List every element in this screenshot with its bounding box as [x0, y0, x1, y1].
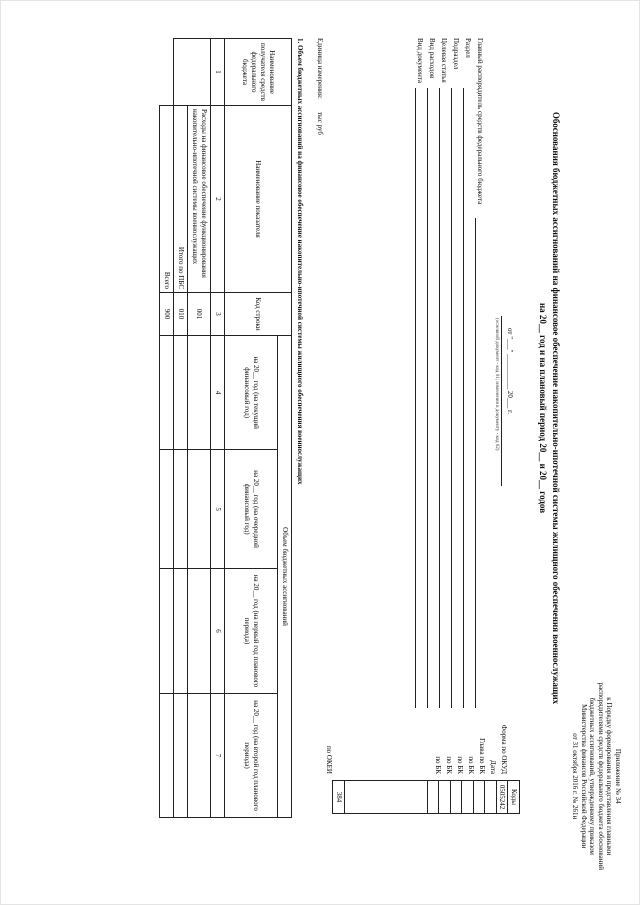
- date-code-cell[interactable]: [485, 781, 497, 814]
- column-number: 4: [211, 336, 225, 450]
- bk-code-label: по БК: [456, 756, 464, 774]
- appendix-block: [570, 683, 622, 870]
- rotated-form-page: [2, 28, 622, 878]
- field-section-input[interactable]: [463, 88, 464, 708]
- value-cell[interactable]: [160, 694, 174, 818]
- column-number: 7: [211, 694, 225, 818]
- unit-value: тыс руб: [316, 112, 324, 135]
- value-cell[interactable]: [188, 336, 211, 450]
- codes-header: Коды: [508, 781, 520, 814]
- form-period: на 20__ год и на плановый период 20__ и 20__ годов: [538, 302, 548, 514]
- codes-table: [333, 780, 521, 814]
- allocations-table: [159, 38, 292, 818]
- field-doc-input[interactable]: [415, 88, 416, 708]
- field-expense-input[interactable]: [427, 88, 428, 708]
- recipient-cell[interactable]: [174, 39, 211, 106]
- appendix-line: Министерства финансов Российской Федерации: [579, 704, 588, 849]
- row-indicator: Расходы на финансовое обеспечение функционирования накопительно-ипотечной системы военнослужащих: [188, 106, 211, 293]
- column-number: 2: [211, 106, 225, 293]
- field-target-input[interactable]: [439, 88, 440, 708]
- value-cell[interactable]: [188, 694, 211, 818]
- appendix-line: распорядителями средств федерального бюджета обоснований: [596, 682, 605, 870]
- grand-total-code: 900: [160, 293, 174, 336]
- empty-cell: [160, 39, 174, 106]
- doc-type-field[interactable]: [501, 316, 502, 486]
- bk-code-cell[interactable]: [439, 781, 451, 814]
- field-label-doc: Вид документа: [416, 38, 424, 84]
- bk-code-cell[interactable]: [451, 781, 463, 814]
- okud-code: 0505242: [497, 781, 509, 814]
- value-cell[interactable]: [160, 450, 174, 568]
- value-cell[interactable]: [174, 694, 188, 818]
- total-pbs-code: 010: [174, 293, 188, 336]
- doc-type-note: (основной документ - код 01; изменения к документу - код 02): [494, 318, 499, 451]
- appendix-line: Приложение № 34: [614, 748, 622, 804]
- header-year-plan2: на 20__ год (на второй год планового периода): [225, 694, 278, 818]
- field-label-target: Целевая статья: [440, 38, 448, 83]
- header-year-plan1: на 20__ год (на первый год планового периода): [225, 568, 278, 693]
- value-cell[interactable]: [160, 336, 174, 450]
- date-code-label: Дата: [489, 760, 497, 774]
- header-volume: Объем бюджетных ассигнований: [278, 336, 292, 818]
- form-header: [310, 28, 520, 878]
- value-cell[interactable]: [174, 568, 188, 693]
- unit-label: Единица измерения:: [316, 38, 324, 99]
- header-indicator: Наименование показателя: [225, 106, 292, 293]
- column-number: 5: [211, 450, 225, 568]
- header-year-current: на 20__ год (на текущий финансовый год): [225, 336, 278, 450]
- okei-label: по ОКЕИ: [325, 745, 333, 774]
- bk-code-label: по БК: [467, 756, 475, 774]
- field-grbs-input[interactable]: [475, 218, 476, 708]
- column-number: 3: [211, 293, 225, 336]
- bk-code-cell[interactable]: [462, 781, 474, 814]
- value-cell[interactable]: [188, 450, 211, 568]
- bk-code-label: по БК: [434, 756, 442, 774]
- field-subsection-input[interactable]: [451, 88, 452, 708]
- appendix-line: бюджетных ассигнований, утвержденному приказом: [588, 697, 597, 855]
- total-pbs-label: Итого по ПБС: [174, 106, 188, 293]
- codes-spacer: [345, 781, 428, 814]
- grand-total-label: Всего: [160, 106, 174, 293]
- bk-code-cell[interactable]: [428, 781, 440, 814]
- header-code: Код строки: [225, 293, 292, 336]
- field-label-expense: Вид расходов: [428, 38, 436, 79]
- form-title: Обоснования бюджетных ассигнований на финансовое обеспечение накопительно-ипотечной системы жилищного обеспечения военнослужащих: [551, 111, 561, 705]
- chapter-code-cell[interactable]: [474, 781, 486, 814]
- column-number: 6: [211, 568, 225, 693]
- header-year-next: на 20__ год (на очередной финансовый год): [225, 450, 278, 568]
- appendix-line: от 31 октября 2016 г. № 261н: [571, 733, 580, 820]
- appendix-line: к Порядку формирования и представления главными: [605, 697, 614, 856]
- field-label-subsection: Подраздел: [452, 38, 460, 70]
- value-cell[interactable]: [188, 568, 211, 693]
- value-cell[interactable]: [174, 336, 188, 450]
- value-cell[interactable]: [174, 450, 188, 568]
- field-label-section: Раздел: [464, 38, 472, 58]
- field-label-grbs: Главный распорядитель средств федерального бюджета: [476, 38, 484, 205]
- okud-label: Форма по ОКУД: [500, 724, 508, 774]
- value-cell[interactable]: [160, 568, 174, 693]
- section-title: 1. Объем бюджетных ассигнований на финансовое обеспечение накопительно-ипотечной системы жилищного обеспечения военнослужащих: [296, 38, 304, 485]
- date-line: от "___" __________ 20___ г.: [506, 328, 514, 415]
- column-number: 1: [211, 39, 225, 106]
- header-recipient: Наименование получателя средств федерального бюджета: [225, 39, 292, 106]
- okei-code: 384: [333, 781, 345, 814]
- chapter-code-label: Глава по БК: [478, 738, 486, 774]
- bk-code-label: по БК: [445, 756, 453, 774]
- row-code: 001: [188, 293, 211, 336]
